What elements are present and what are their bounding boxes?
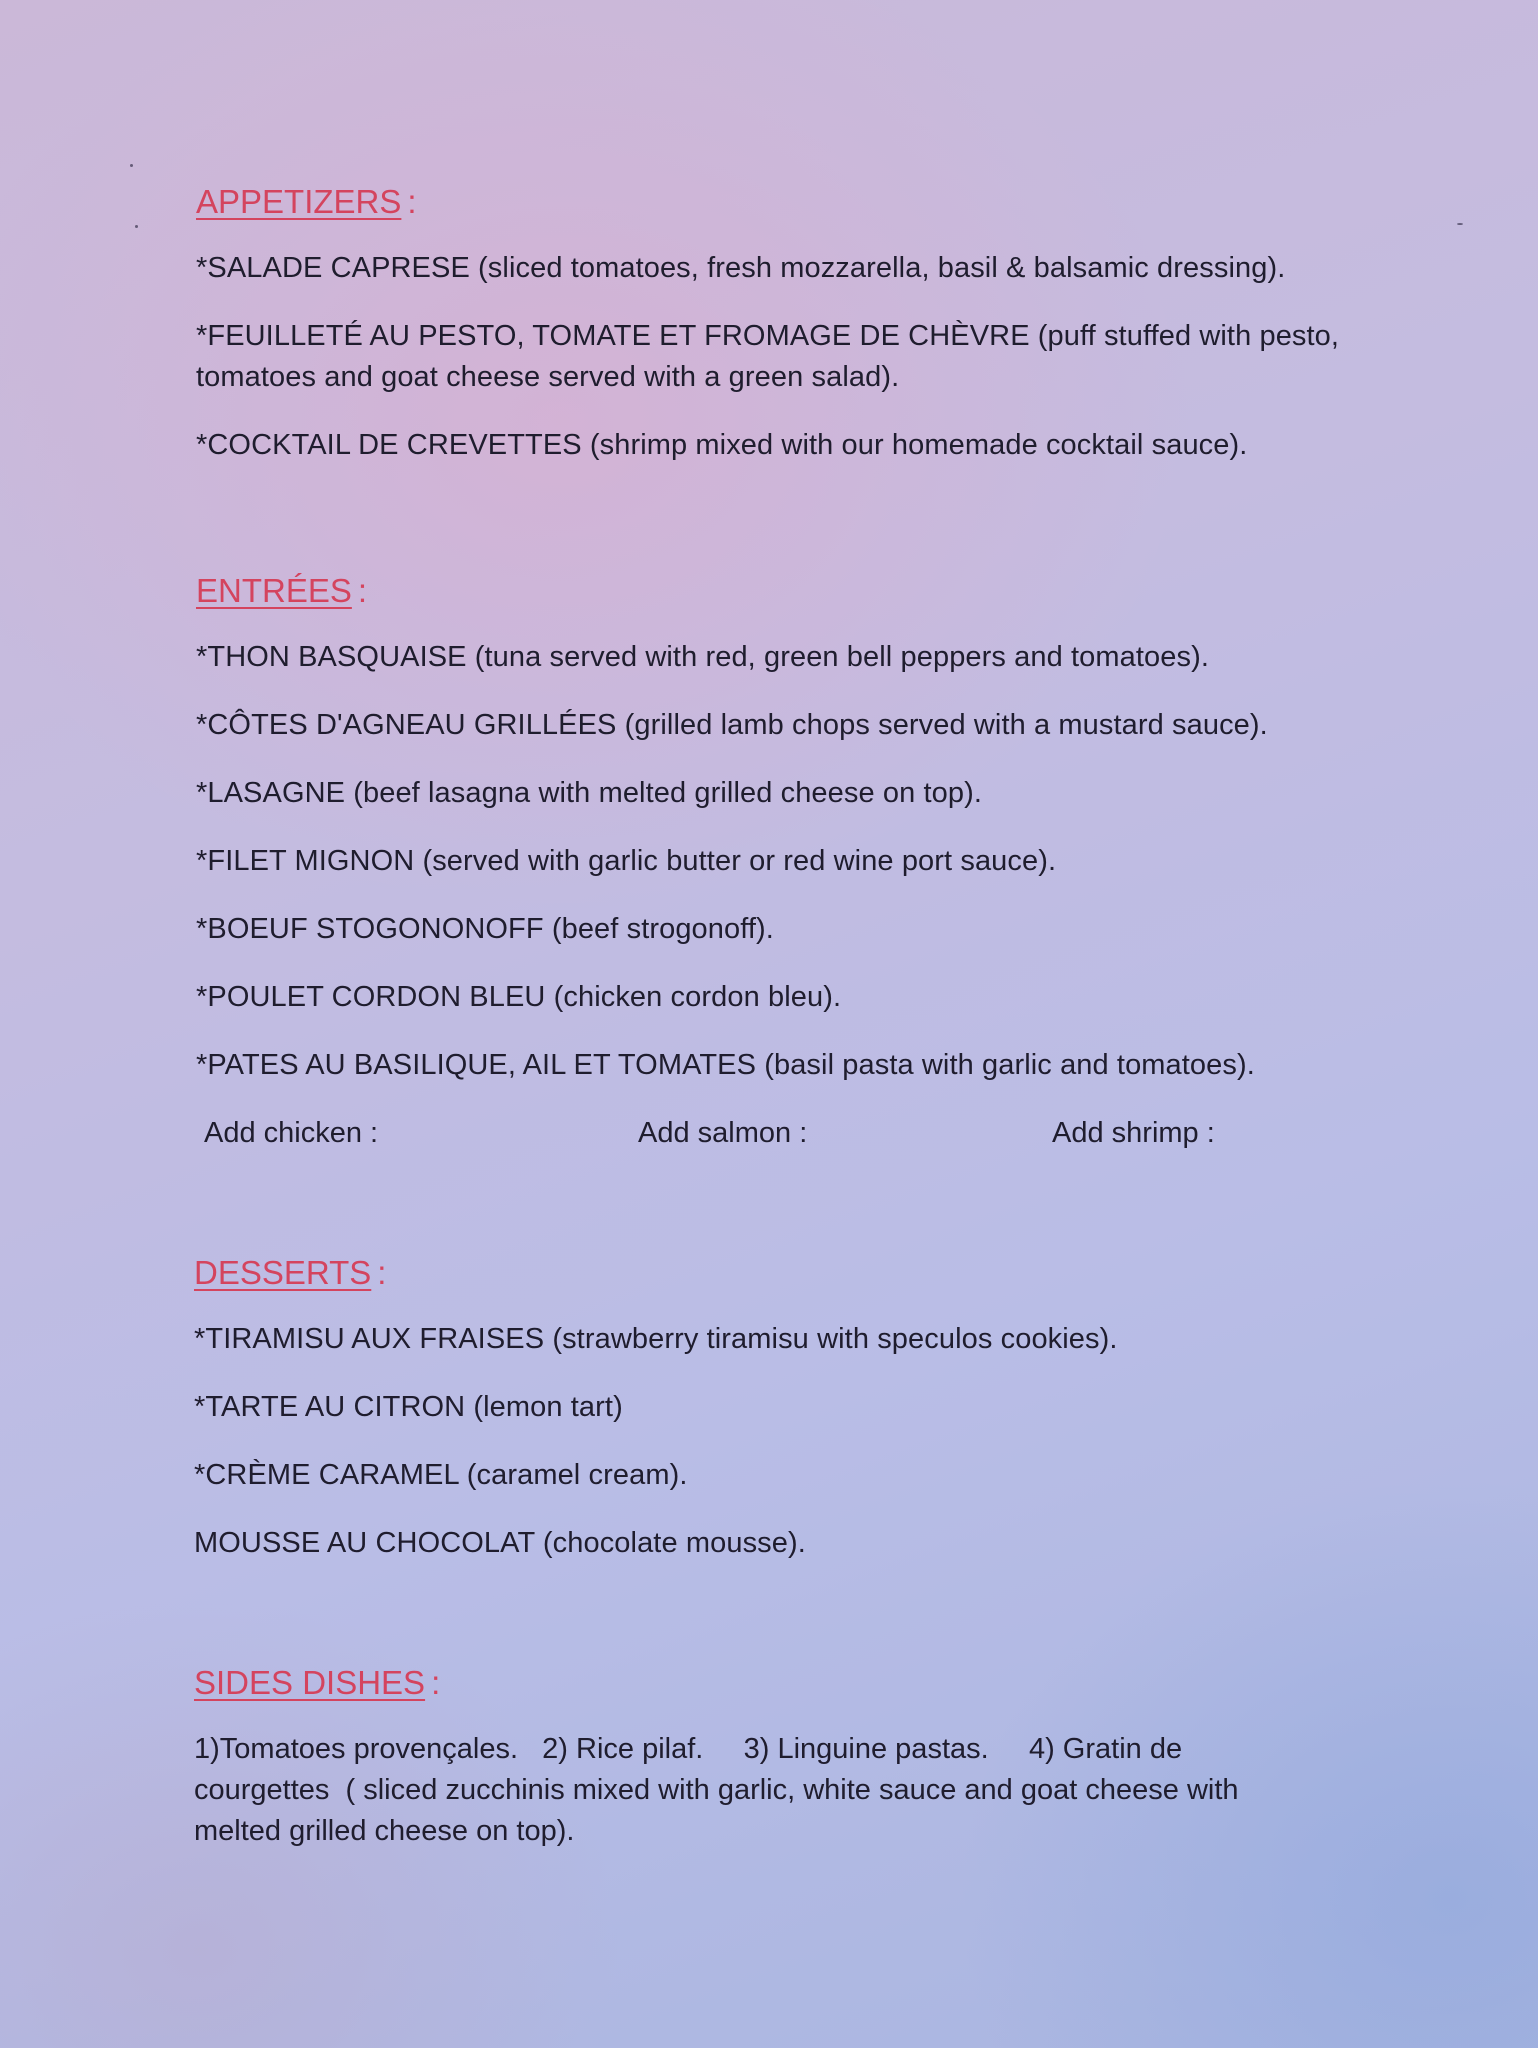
entrees-heading [196,571,1346,611]
paper-speck [135,225,138,228]
menu-item: *TIRAMISU AUX FRAISES (strawberry tiramisu with speculos cookies). [194,1323,1118,1355]
addon-salmon: Add salmon : [638,1117,808,1149]
paper-speck [130,164,133,167]
menu-item: *FEUILLETÉ AU PESTO, TOMATE ET FROMAGE DE CHÈVRE (puff stuffed with pesto, tomatoes and goat cheese served with a green salad). [196,320,1340,393]
heading-colon: : [407,183,417,220]
paper-speck [1457,223,1463,225]
desserts-heading-text: DESSERTS [194,1254,372,1291]
menu-item: *POULET CORDON BLEU (chicken cordon bleu). [196,981,842,1013]
sides-list: 1)Tomatoes provençales. 2) Rice pilaf. 3) Linguine pastas. 4) Gratin de courgettes ( sliced zucchinis mixed with garlic, white sauce and goat cheese with melted grilled cheese on top). [194,1733,1247,1847]
desserts-heading [194,1253,1344,1293]
sides-heading [194,1663,1344,1703]
entrees-section [196,571,1346,1154]
entrees-heading-text: ENTRÉES [196,572,352,609]
desserts-section [194,1253,1344,1591]
addon-chicken: Add chicken : [204,1117,379,1149]
menu-item: *THON BASQUAISE (tuna served with red, green bell peppers and tomatoes). [196,641,1210,673]
sides-heading-text: SIDES DISHES [194,1664,426,1701]
menu-item: *PATES AU BASILIQUE, AIL ET TOMATES (basil pasta with garlic and tomatoes). [196,1049,1255,1081]
menu-item: *COCKTAIL DE CREVETTES (shrimp mixed with our homemade cocktail sauce). [196,429,1248,461]
menu-item: *CRÈME CARAMEL (caramel cream). [194,1459,688,1491]
menu-item: *CÔTES D'AGNEAU GRILLÉES (grilled lamb chops served with a mustard sauce). [196,709,1268,741]
pasta-addons [196,1113,1346,1154]
appetizers-heading [196,182,1346,222]
menu-item: *FILET MIGNON (served with garlic butter or red wine port sauce). [196,845,1057,877]
menu-item: *BOEUF STOGONONOFF (beef strogonoff). [196,913,774,945]
sides-section [194,1663,1344,1852]
appetizers-heading-text: APPETIZERS [196,183,402,220]
menu-item: *SALADE CAPRESE (sliced tomatoes, fresh mozzarella, basil & balsamic dressing). [196,252,1286,284]
addon-shrimp: Add shrimp : [1052,1117,1215,1149]
menu-item: *TARTE AU CITRON (lemon tart) [194,1391,623,1423]
heading-colon: : [431,1664,441,1701]
appetizers-section [196,182,1346,493]
heading-colon: : [377,1254,387,1291]
heading-colon: : [357,572,368,609]
menu-item: MOUSSE AU CHOCOLAT (chocolate mousse). [194,1527,806,1559]
menu-item: *LASAGNE (beef lasagna with melted grilled cheese on top). [196,777,983,809]
